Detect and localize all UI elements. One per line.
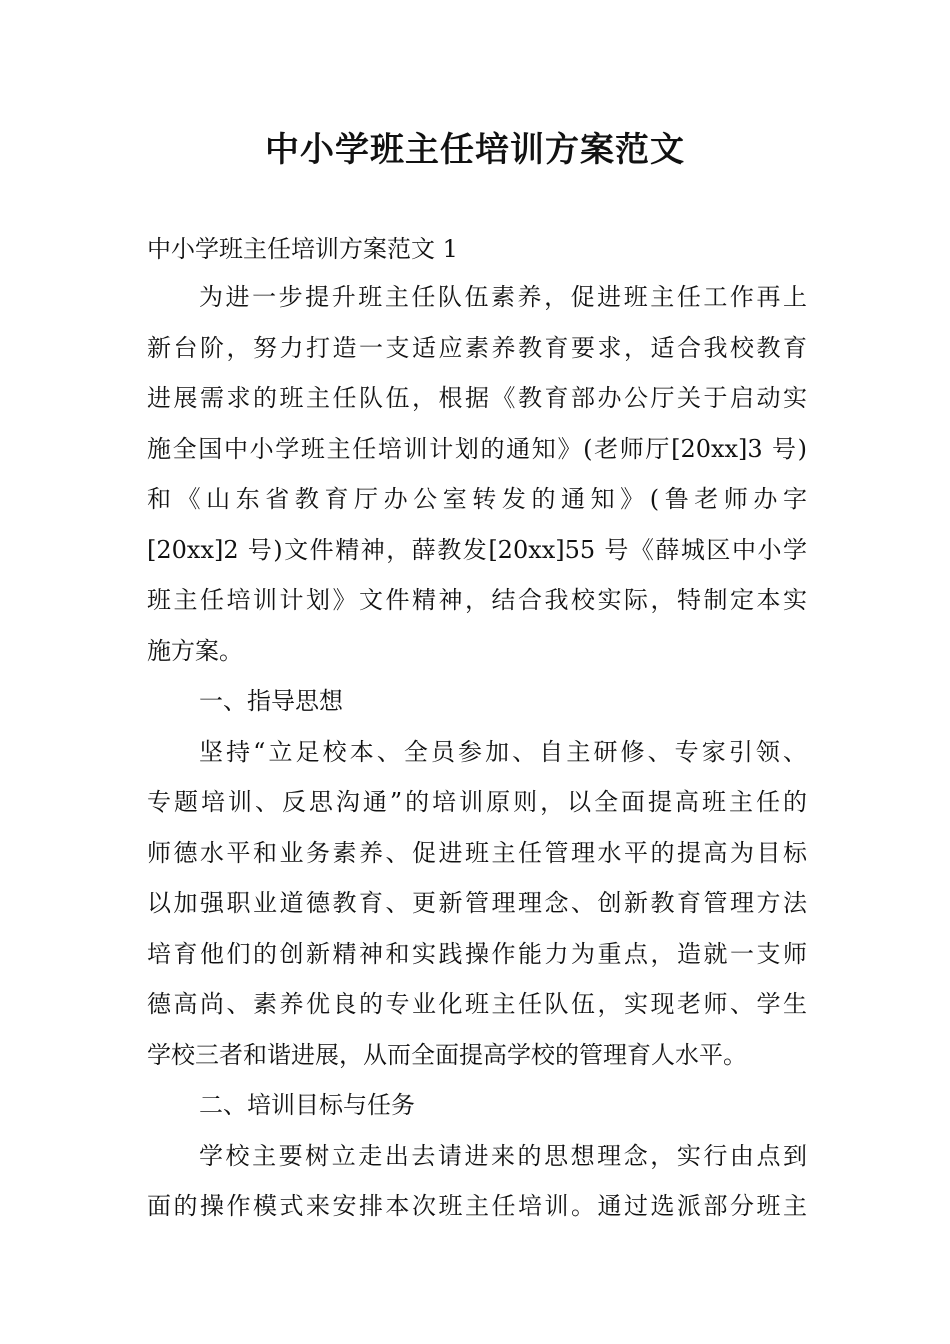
body-text-line: [20xx]2 号)文件精神，薛教发[20xx]55 号《薛城区中小学 (147, 535, 807, 564)
body-text-line: 和《山东省教育厅办公室转发的通知》(鲁老师办字 (147, 485, 807, 513)
body-text-line: 面的操作模式来安排本次班主任培训。通过选派部分班主 (147, 1192, 807, 1220)
body-text-line: 学校主要树立走出去请进来的思想理念，实行由点到 (199, 1141, 807, 1170)
body-text-line: 班主任培训计划》文件精神，结合我校实际，特制定本实 (147, 586, 807, 614)
body-text-line: 学校三者和谐进展，从而全面提高学校的管理育人水平。 (147, 1040, 747, 1069)
body-text-line: 以加强职业道德教育、更新管理理念、创新教育管理方法 (147, 889, 807, 917)
document-title: 中小学班主任培训方案范文 (265, 130, 685, 170)
section-subheading: 中小学班主任培训方案范文 1 (147, 235, 458, 263)
body-text-line: 师德水平和业务素养、促进班主任管理水平的提高为目标 (147, 838, 807, 867)
body-text-line: 二、培训目标与任务 (199, 1091, 415, 1119)
body-text-line: 培育他们的创新精神和实践操作能力为重点，造就一支师 (147, 939, 807, 968)
body-text-line: 施方案。 (147, 636, 243, 665)
body-text-line: 新台阶，努力打造一支适应素养教育要求，适合我校教育 (147, 333, 807, 362)
body-text-line: 施全国中小学班主任培训计划的通知》(老师厅[20xx]3 号) (147, 434, 807, 463)
body-text-line: 进展需求的班主任队伍，根据《教育部办公厅关于启动实 (147, 384, 807, 412)
body-text-line: 德高尚、素养优良的专业化班主任队伍，实现老师、学生 (147, 990, 807, 1018)
body-text-line: 坚持“立足校本、全员参加、自主研修、专家引领、 (199, 737, 807, 766)
document-body (147, 272, 807, 1232)
body-text-line: 一、指导思想 (199, 687, 343, 715)
body-text-line: 专题培训、反思沟通”的培训原则，以全面提高班主任的 (147, 788, 807, 816)
body-text-line: 为进一步提升班主任队伍素养，促进班主任工作再上 (199, 283, 807, 311)
